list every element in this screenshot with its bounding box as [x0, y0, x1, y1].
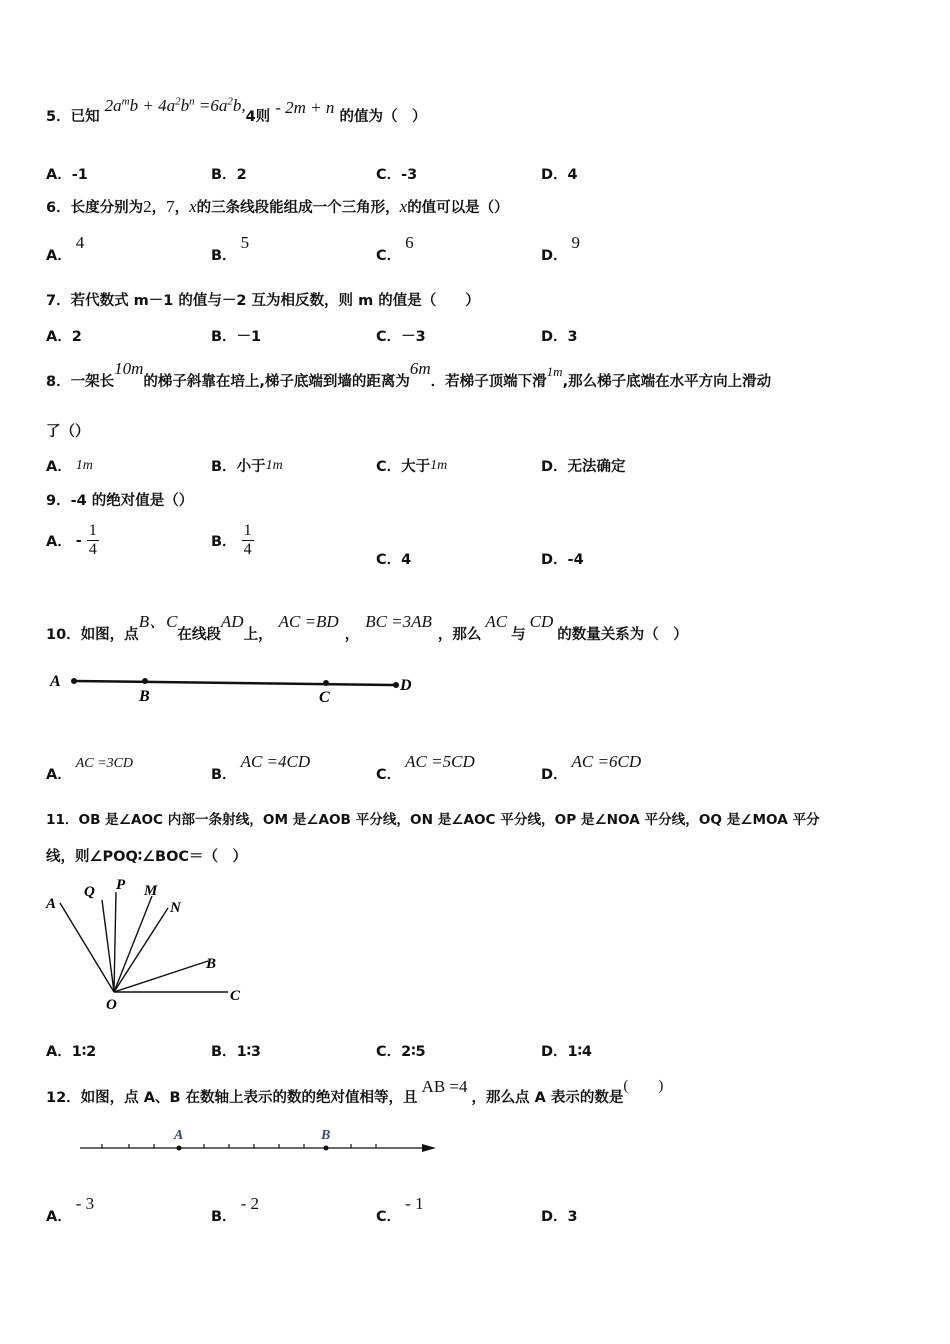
axis-arrow-icon: [422, 1144, 436, 1152]
q8-option-b[interactable]: B．小于1m: [211, 458, 283, 475]
label-m: M: [144, 883, 158, 899]
ray-op: [114, 892, 116, 992]
label-a: A: [174, 1128, 184, 1143]
q5-option-d[interactable]: D．4: [541, 167, 578, 183]
q12-option-d[interactable]: D．3: [541, 1209, 578, 1225]
q10-option-b[interactable]: B．AC =4CD: [211, 752, 311, 783]
q7-stem: 7．若代数式 m－1 的值与－2 互为相反数，则 m 的值是（ ）: [46, 293, 480, 309]
q5-expression: - 2m + n: [275, 98, 335, 117]
q5-option-c[interactable]: C．-3: [376, 167, 418, 183]
ray-oa: [60, 903, 114, 992]
ray-on: [114, 908, 168, 992]
q6-option-d[interactable]: D．9: [541, 233, 581, 264]
q10-option-d[interactable]: D．AC =6CD: [541, 752, 642, 783]
q7-option-b[interactable]: B．－1: [211, 329, 262, 345]
q8-option-c[interactable]: C．大于1m: [376, 458, 448, 475]
q10-option-a[interactable]: A．AC =3CD: [46, 756, 134, 783]
q10-stem: 10．如图，点B、C在线段AD上，AC =BD，BC =3AB，那么AC与CD的数量关系为（ ）: [46, 612, 688, 643]
point-b-dot: [142, 678, 148, 684]
label-c: C: [319, 689, 330, 706]
q12-option-c[interactable]: C．- 1: [376, 1194, 424, 1225]
point-c-dot: [323, 680, 329, 686]
q8-stem-line2: 了（）: [46, 424, 90, 440]
q9-option-d[interactable]: D．-4: [541, 552, 584, 568]
q6-stem: 6．长度分别为2，7，x的三条线段能组成一个三角形，x的值可以是（）: [46, 197, 509, 216]
label-b: B: [321, 1128, 331, 1143]
q9-fraction-b: $\frac{1}{4}$: [243, 522, 252, 558]
label-c: C: [230, 988, 241, 1004]
label-p: P: [116, 877, 126, 893]
q6-option-b[interactable]: B．5: [211, 233, 250, 264]
ray-om: [114, 896, 152, 992]
q9-option-b[interactable]: B． $\frac{1}{4}$: [211, 522, 252, 558]
q9-option-c[interactable]: C．4: [376, 552, 412, 568]
q6-option-c[interactable]: C．6: [376, 233, 414, 264]
point-b-dot: [324, 1146, 329, 1151]
q6-option-a[interactable]: A．4: [46, 233, 85, 264]
q12-stem: 12．如图，点 A、B 在数轴上表示的数的绝对值相等，且AB =4，那么点 A 表示的数是( ): [46, 1077, 664, 1106]
ray-ob: [114, 961, 208, 992]
q10-option-c[interactable]: C．AC =5CD: [376, 752, 475, 783]
q7-option-a[interactable]: A．2: [46, 329, 82, 345]
q5-option-b[interactable]: B．2: [211, 167, 247, 183]
ray-oq: [102, 900, 114, 992]
label-n: N: [170, 900, 181, 916]
q9-fraction-a: $\frac{1}{4}$: [88, 522, 97, 558]
label-d: D: [400, 677, 412, 694]
q11-stem-line2: 线，则∠POQ∶∠BOC＝（ ）: [46, 849, 248, 865]
q7-option-d[interactable]: D．3: [541, 329, 578, 345]
q11-option-d[interactable]: D．1∶4: [541, 1044, 592, 1060]
label-b: B: [206, 956, 217, 972]
q9-option-a[interactable]: A． - $\frac{1}{4}$: [46, 522, 97, 558]
q12-option-b[interactable]: B．- 2: [211, 1194, 259, 1225]
q11-stem-line1: 11．OB 是∠AOC 内部一条射线，OM 是∠AOB 平分线，ON 是∠AOC 平分线，OP 是∠NOA 平分线，OQ 是∠MOA 平分: [46, 812, 820, 828]
q11-option-c[interactable]: C．2∶5: [376, 1044, 426, 1060]
label-o: O: [106, 997, 117, 1013]
q10-segment-figure: [44, 664, 424, 708]
label-b: B: [139, 688, 150, 705]
point-d-dot: [393, 682, 399, 688]
q7-option-c[interactable]: C．－3: [376, 329, 426, 345]
q5-equation: $2a^mb + 4a^2b^n =6a^2b$,: [104, 95, 246, 115]
q8-option-d[interactable]: D．无法确定: [541, 459, 626, 475]
segment-ad-line: [74, 681, 396, 685]
point-a-dot: [71, 678, 77, 684]
label-a: A: [46, 896, 57, 912]
q9-stem: 9．-4 的绝对值是（）: [46, 493, 194, 509]
q11-option-a[interactable]: A．1∶2: [46, 1044, 97, 1060]
label-a: A: [50, 673, 61, 690]
q8-stem-line1: 8．一架长10m的梯子斜靠在培上,梯子底端到墙的距离为6m．若梯子顶端下滑1m,那么梯子底端在水平方向上滑动: [46, 359, 772, 390]
q12-number-line: [74, 1124, 444, 1160]
q11-angle-figure: [40, 872, 260, 1014]
q11-option-b[interactable]: B．1∶3: [211, 1044, 262, 1060]
q12-option-a[interactable]: A．- 3: [46, 1194, 95, 1225]
q8-option-a[interactable]: A． 1m: [46, 458, 93, 475]
q5-stem: 5．已知 $2a^mb + 4a^2b^n =6a^2b,4$则 - 2m + n 的值为（ ）: [46, 95, 427, 125]
q5-option-a[interactable]: A．-1: [46, 167, 88, 183]
point-a-dot: [177, 1146, 182, 1151]
label-q: Q: [84, 884, 95, 900]
